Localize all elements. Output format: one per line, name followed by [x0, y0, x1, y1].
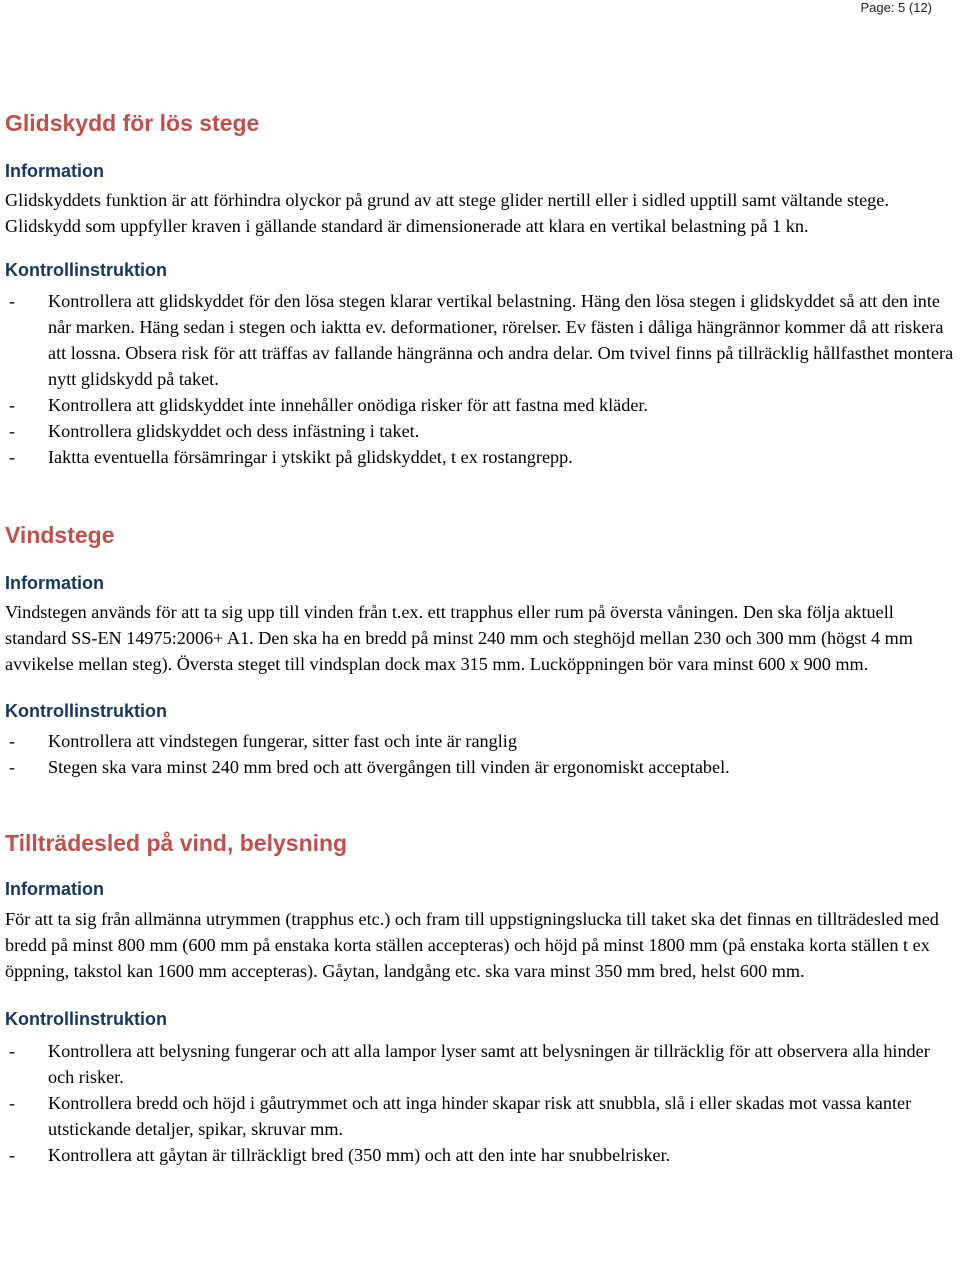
information-text: Vindstegen används för att ta sig upp till vinden från t.ex. ett trapphus eller rum på översta våningen. Den ska följa aktuell standard SS-EN 14975:2006+ A1. Den ska ha en bredd på minst 240 mm och steghöjd mellan 230 och 300 mm (högst 4 mm avvikelse mellan steg). Översta steget till vindsplan dock max 315 mm. Lucköppningen bör vara minst 600 x 900 mm. — [5, 602, 913, 674]
control-instruction-heading: Kontrollinstruktion — [5, 701, 167, 721]
section-title: Tillträdesled på vind, belysning — [5, 830, 348, 856]
information-text: Glidskyddets funktion är att förhindra olyckor på grund av att stege glider nertill eller i sidled upptill samt vältande stege. Glidskydd som uppfyller kraven i gällande standard är dimensionerade att klara en vertikal belastning på 1 kn. — [5, 190, 889, 236]
information-heading: Information — [5, 879, 104, 899]
list-item: - Kontrollera glidskyddet och dess infästning i taket. — [5, 418, 957, 444]
section-title: Vindstege — [5, 522, 115, 548]
list-item: - Iaktta eventuella försämringar i ytskikt på glidskyddet, t ex rostangrepp. — [5, 444, 957, 470]
control-instruction-heading: Kontrollinstruktion — [5, 1009, 167, 1029]
list-item: - Kontrollera att glidskyddet inte innehåller onödiga risker för att fastna med kläder. — [5, 392, 957, 418]
list-item: - Stegen ska vara minst 240 mm bred och att övergången till vinden är ergonomiskt acceptabel. — [5, 754, 957, 780]
control-list — [5, 728, 957, 780]
control-list — [5, 1038, 957, 1168]
section-vindstege — [5, 520, 957, 780]
list-item: - Kontrollera att vindstegen fungerar, sitter fast och inte är ranglig — [5, 728, 957, 754]
section-tilltradesled — [5, 828, 957, 1168]
information-heading: Information — [5, 573, 104, 593]
list-item: - Kontrollera bredd och höjd i gåutrymmet och att inga hinder skapar risk att snubbla, slå i eller skadas mot vassa kanter utstickande detaljer, spikar, skruvar mm. — [5, 1090, 957, 1142]
information-text: För att ta sig från allmänna utrymmen (trapphus etc.) och fram till uppstigningslucka till taket ska det finnas en tillträdesled med bredd på minst 800 mm (600 mm på enstaka korta ställen accepteras) och höjd på minst 1800 mm (på enstaka korta ställen t ex öppning, takstol kan 1600 mm accepteras). Gåytan, landgång etc. ska vara minst 350 mm bred, helst 600 mm. — [5, 909, 939, 981]
list-item: - Kontrollera att gåytan är tillräckligt bred (350 mm) och att den inte har snubbelrisker. — [5, 1142, 957, 1168]
control-instruction-heading: Kontrollinstruktion — [5, 260, 167, 280]
control-list — [5, 288, 957, 470]
page-number: Page: 5 (12) — [860, 0, 932, 15]
list-item: - Kontrollera att belysning fungerar och att alla lampor lyser samt att belysningen är tillräcklig för att observera alla hinder och risker. — [5, 1038, 957, 1090]
list-item: - Kontrollera att glidskyddet för den lösa stegen klarar vertikal belastning. Häng den lösa stegen i glidskyddet så att den inte når marken. Häng sedan i stegen och iaktta ev. deformationer, rörelser. Ev fästen i dåliga hängrännor kommer då att riskera att lossna. Obsera risk för att träffas av fallande hängränna och andra delar. Om tvivel finns på tillräcklig hållfasthet montera nytt glidskydd på taket. — [5, 288, 957, 392]
document-body — [5, 108, 957, 1168]
information-heading: Information — [5, 161, 104, 181]
section-glidskydd — [5, 108, 957, 470]
section-title: Glidskydd för lös stege — [5, 110, 260, 136]
